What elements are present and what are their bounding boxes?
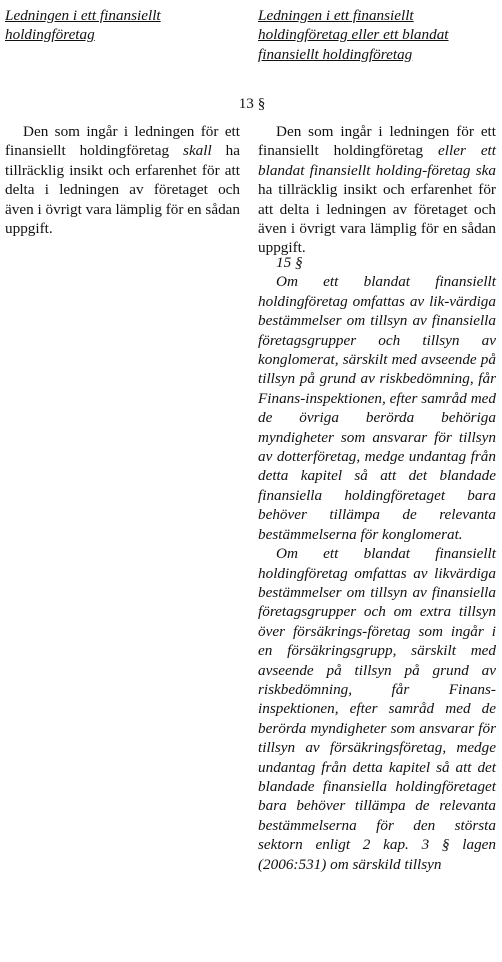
- section-number-15: 15 §: [276, 254, 303, 271]
- section-15-paragraph-2: Om ett blandat finansiellt holdingföretag omfattas av likvärdiga bestämmelser om tillsyn av finansiella företagsgrupper och om extra tillsyn över försäkrings-företag som ingår i en försäkringsgrupp, särskilt med avseende på tillsyn på grund av riskbedömning, får Finans-inspektionen, efter samråd med de berörda myndigheter som ansvarar för tillsyn av försäkringsföretag, medge undantag från detta kapitel så att det blandade finansiella holdingföretaget bara behöver tillämpa de relevanta bestämmelserna för den största sektorn enligt 2 kap. 3 § lagen (2006:531) om särskild tillsyn: [258, 545, 496, 873]
- left-text-emphasis: skall: [183, 142, 212, 160]
- right-paragraph-13: [258, 122, 496, 258]
- right-paragraph-text: [258, 122, 496, 258]
- left-paragraph-text: [5, 122, 240, 238]
- right-text-a: Den som ingår i ledningen för ett finansiellt holdingföretag: [258, 123, 496, 160]
- left-column-heading: Ledningen i ett finansiellt holdingföretag: [5, 7, 161, 44]
- left-text-a: Den som ingår i ledningen för ett finansiellt holdingföretag: [5, 123, 240, 160]
- left-paragraph-13: [5, 122, 240, 238]
- right-column-heading: Ledningen i ett finansiellt holdingföretag eller ett blandat finansiellt holdingföretag: [258, 7, 449, 63]
- right-text-c: ha tillräcklig insikt och erfarenhet för att delta i ledningen av företaget och även i övrigt vara lämplig för en sådan uppgift.: [258, 181, 496, 257]
- section-number-13: 13 §: [238, 95, 266, 112]
- left-text-c: ha tillräcklig insikt och erfarenhet för att delta i ledningen av företaget och även i övrigt vara lämplig för en sådan uppgift.: [5, 142, 240, 238]
- right-text-emphasis: eller ett blandat finansiellt holding-företag ska: [258, 142, 497, 179]
- section-15-block: [258, 253, 496, 874]
- section-15-paragraph-1: Om ett blandat finansiellt holdingföretag omfattas av lik-värdiga bestämmelser om tillsyn av finansiella företagsgrupper och tillsyn av konglomerat, särskilt med avseende på tillsyn på grund av riskbedömning, får Finans-inspektionen, efter samråd med de övriga berörda behöriga myndigheter som ansvarar för tillsyn av dotterföretag, medge undantag från detta kapitel så att det blandade finansiella holdingföretaget bara behöver tillämpa de relevanta bestämmelserna för konglomerat.: [258, 273, 496, 543]
